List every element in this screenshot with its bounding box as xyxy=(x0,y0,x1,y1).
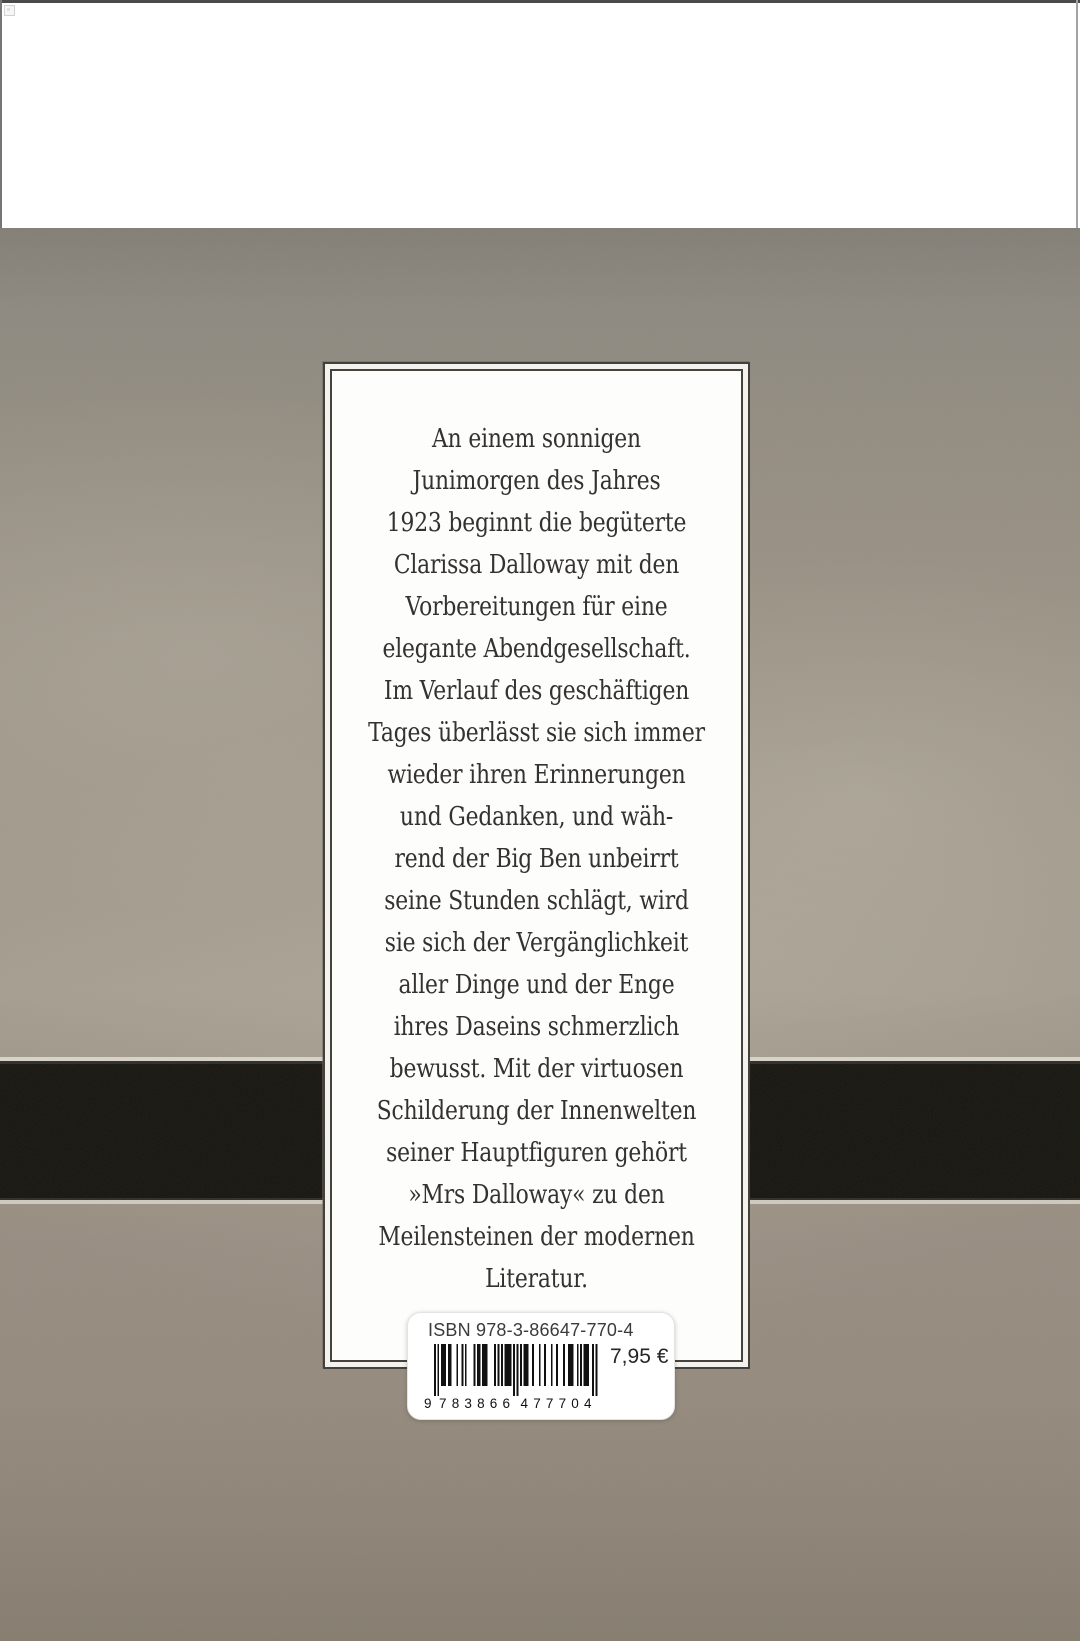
blurb-line: seine Stunden schlägt, wird xyxy=(384,886,689,916)
blurb-text xyxy=(332,371,741,1300)
blurb-line: Junimorgen des Jahres xyxy=(412,466,661,496)
svg-text:477704: 477704 xyxy=(520,1396,592,1411)
blurb-line: sie sich der Vergänglichkeit xyxy=(384,928,689,958)
svg-text:9: 9 xyxy=(424,1396,432,1411)
broken-image-icon xyxy=(4,5,15,16)
blurb-line: wieder ihren Erinnerungen xyxy=(387,760,686,790)
blurb-panel xyxy=(323,362,750,1369)
blurb-line: bewusst. Mit der virtuosen xyxy=(389,1054,684,1084)
blurb-line: seiner Hauptfiguren gehört xyxy=(386,1138,687,1168)
blurb-line: 1923 beginnt die begüterte xyxy=(386,508,687,538)
blurb-line: Vorbereitungen für eine xyxy=(405,592,668,622)
blurb-line: und Gedanken, und wäh- xyxy=(399,802,674,832)
blurb-line: An einem sonnigen xyxy=(432,424,641,454)
blurb-line: rend der Big Ben unbeirrt xyxy=(394,844,679,874)
blurb-line: Clarissa Dalloway mit den xyxy=(393,550,680,580)
svg-text:783866: 783866 xyxy=(439,1396,510,1411)
blurb-line: Im Verlauf des geschäftigen xyxy=(383,676,690,706)
photo-left-border xyxy=(0,0,2,228)
blurb-line: Literatur. xyxy=(485,1264,588,1294)
photo-top-border xyxy=(0,0,1080,3)
blurb-panel-inner-frame xyxy=(330,369,743,1362)
barcode-icon xyxy=(424,1344,600,1412)
blurb-line: ihres Daseins schmerzlich xyxy=(393,1012,680,1042)
book-back-cover xyxy=(0,228,1080,1641)
white-backdrop xyxy=(0,0,1080,228)
blurb-line: Tages überlässt sie sich immer xyxy=(368,718,705,748)
blurb-line: Meilensteinen der modernen xyxy=(378,1222,695,1252)
blurb-line: »Mrs Dalloway« zu den xyxy=(408,1180,665,1210)
price-label: 7,95 € xyxy=(610,1345,669,1368)
isbn-label: ISBN 978-3-86647-770-4 xyxy=(428,1320,634,1340)
blurb-line: aller Dinge und der Enge xyxy=(398,970,675,1000)
isbn-sticker xyxy=(407,1312,675,1420)
photo-right-border xyxy=(1076,0,1078,228)
blurb-line: elegante Abendgesellschaft. xyxy=(382,634,691,664)
blurb-line: Schilderung der Innenwelten xyxy=(376,1096,697,1126)
